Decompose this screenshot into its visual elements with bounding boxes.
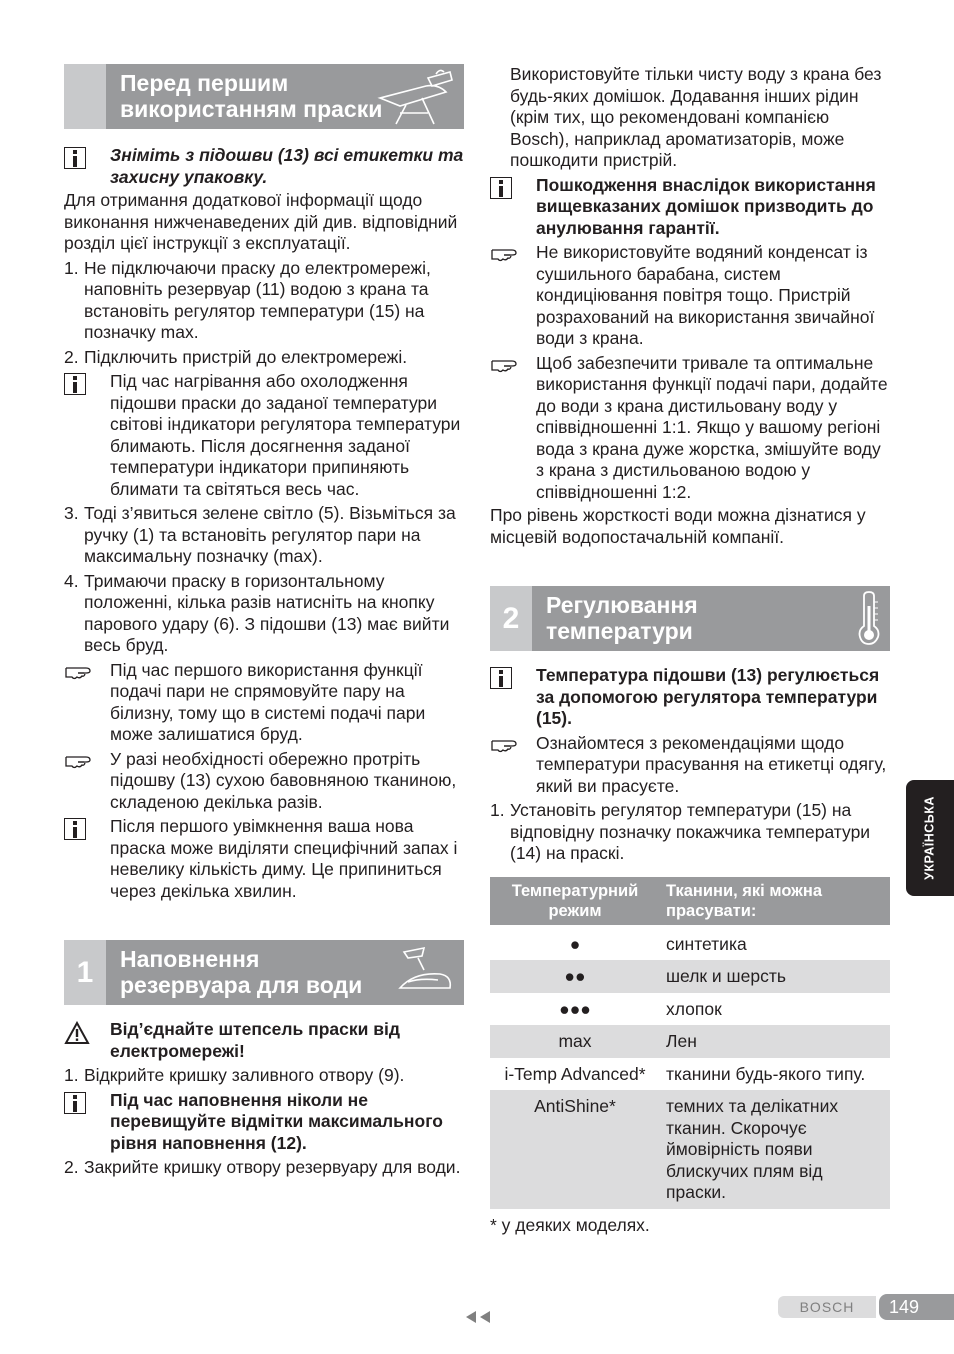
step-4: 4. Тримаючи праску в горизонтальному положенні, кілька разів натисніть на кнопку парового удару (6). З підошви (13) має вийти весь бруд. bbox=[64, 570, 450, 655]
table-row: ●●● хлопок bbox=[559, 998, 722, 1019]
info-smell: Після першого увімкнення ваша нова праска може виділяти специфічний запах і невелику кількість диму. Це припиниться через декілька хвилин. bbox=[64, 816, 464, 902]
section-header-first-use bbox=[64, 64, 464, 129]
table-row: ● синтетика bbox=[569, 933, 747, 954]
section-number: 1 bbox=[64, 940, 106, 1005]
table-row: i-Temp Advanced* тканини будь-якого типу. bbox=[504, 1063, 866, 1084]
section-header-temperature bbox=[490, 586, 890, 651]
info-icon bbox=[64, 147, 86, 169]
info-icon bbox=[64, 373, 86, 395]
temp-step-1: 1. Установіть регулятор температури (15) на відповідну позначку покажчика температури (14) на праскі. bbox=[490, 800, 871, 863]
notice-text: Зніміть з підошви (13) всі етикетки та захисну упаковку. bbox=[110, 145, 464, 187]
table-row: ●● шелк и шерсть bbox=[490, 960, 890, 993]
table-row: AntiShine* темних та делікатних тканин. Скорочує ймовірність появи блискучих плям від праски. bbox=[490, 1090, 890, 1209]
iron-fill-icon bbox=[394, 944, 458, 1006]
thermometer-icon bbox=[854, 590, 884, 652]
prev-page-arrows-icon[interactable] bbox=[464, 1308, 492, 1330]
tip-wipe: У разі необхідності обережно протріть підошву (13) сухою бавовняною тканиною, складеною декілька разів. bbox=[64, 749, 464, 814]
right-column bbox=[490, 64, 890, 1236]
page-number: 149 bbox=[879, 1294, 954, 1320]
language-tab: УКРАЇНСЬКА bbox=[906, 780, 954, 896]
step-2: 2. Підключить пристрій до електромережі. bbox=[64, 346, 408, 367]
tip-label: Ознайомтеся з рекомендаціями щодо температури прасування на етикетці одягу, який ви прасуєте. bbox=[490, 733, 890, 798]
table-header-row bbox=[490, 877, 890, 925]
ironing-board-icon bbox=[376, 68, 458, 132]
tip-distilled: Щоб забезпечити тривале та оптимальне використання функції подачі пари, додайте до води з крана дистильовану воду у співвідношенні 1:1. Якщо у вашому регіоні вода з крана дуже жорстка, змішуйте воду з крана з дистильованою водою у співвідношенні 1:2. bbox=[490, 353, 890, 504]
warning-triangle-icon bbox=[64, 1019, 110, 1062]
info-icon bbox=[64, 1092, 86, 1114]
footnote: * у деяких моделях. bbox=[490, 1214, 650, 1235]
section-title: Наповнення резервуара для води bbox=[120, 946, 363, 998]
fill-step-2: 2. Закрийте кришку отвору резервуару для води. bbox=[64, 1157, 461, 1177]
tip-steam: Під час першого використання функції подачі пари не спрямовуйте пару на білизну, тому що в системі подачі пари може залишатися бруд. bbox=[64, 660, 464, 746]
header-mode: Температурний режим bbox=[490, 877, 660, 925]
left-column bbox=[64, 64, 464, 1179]
info-icon bbox=[490, 177, 512, 199]
step-3: 3. Тоді з’явиться зелене світло (5). Візьміться за ручку (1) та встановіть регулятор пари на максимальну позначку (max). bbox=[64, 503, 456, 566]
section-title: Регулювання температури bbox=[546, 592, 698, 644]
pointing-hand-icon bbox=[64, 660, 110, 746]
section-header-fill-tank bbox=[64, 940, 464, 1005]
intro-paragraph: Для отримання додаткової інформації щодо виконання нижченаведених дій див. відповідний розділ цієї інструкції з експлуатації. bbox=[64, 190, 458, 253]
info-icon bbox=[490, 667, 512, 689]
pointing-hand-icon bbox=[490, 353, 536, 504]
pointing-hand-icon bbox=[64, 749, 110, 814]
table-row: max Лен bbox=[490, 1025, 890, 1058]
step-1: 1. Не підключаючи праску до електромережі, наповніть резервуар (11) водою з крана та встановіть регулятор температури (15) на позначку max. bbox=[64, 257, 431, 342]
info-temperature: Температура підошви (13) регулюється за допомогою регулятора температури (15). bbox=[490, 665, 890, 730]
pointing-hand-icon bbox=[490, 733, 536, 798]
warning-unplug: Від’єднайте штепсель праски від електромережі! bbox=[64, 1019, 464, 1062]
section-number: 2 bbox=[490, 586, 532, 651]
info-heating: Під час нагрівання або охолодження підошви праски до заданої температури світові індикатори регулятора температури блимають. Після досягнення заданої температури індикатори припиняють блимати та світяться весь час. bbox=[64, 371, 464, 500]
info-warranty: Пошкодження внаслідок використання вищевказаних домішок призводить до анулювання гарантії. bbox=[490, 175, 890, 240]
water-paragraph: Використовуйте тільки чисту воду з крана без будь-яких домішок. Додавання інших рідин (крім тих, що рекомендовані компанією Bosch), наприклад ароматизаторів, може пошкодити пристрій. bbox=[510, 64, 882, 170]
brand-label: BOSCH bbox=[778, 1296, 876, 1318]
temperature-table bbox=[490, 877, 890, 1209]
hardness-paragraph: Про рівень жорсткості води можна дізнатися у місцевій водопостачальній компанії. bbox=[490, 505, 866, 547]
section-number-blank bbox=[64, 64, 106, 129]
header-fabrics: Тканини, які можна прасувати: bbox=[660, 877, 890, 925]
info-max-level: Під час наповнення ніколи не перевищуйте відмітки максимального рівня наповнення (12). bbox=[64, 1090, 464, 1155]
notice-remove-labels bbox=[64, 145, 464, 188]
fill-step-1: 1. Відкрийте кришку заливного отвору (9). bbox=[64, 1065, 405, 1085]
info-icon bbox=[64, 818, 86, 840]
section-title: Перед першим використанням праски bbox=[120, 70, 383, 122]
tip-condensate: Не використовуйте водяний конденсат із сушильного барабана, систем кондиціювання повітря тощо. Пристрій розрахований на використання звичайної води з крана. bbox=[490, 242, 890, 350]
pointing-hand-icon bbox=[490, 242, 536, 350]
